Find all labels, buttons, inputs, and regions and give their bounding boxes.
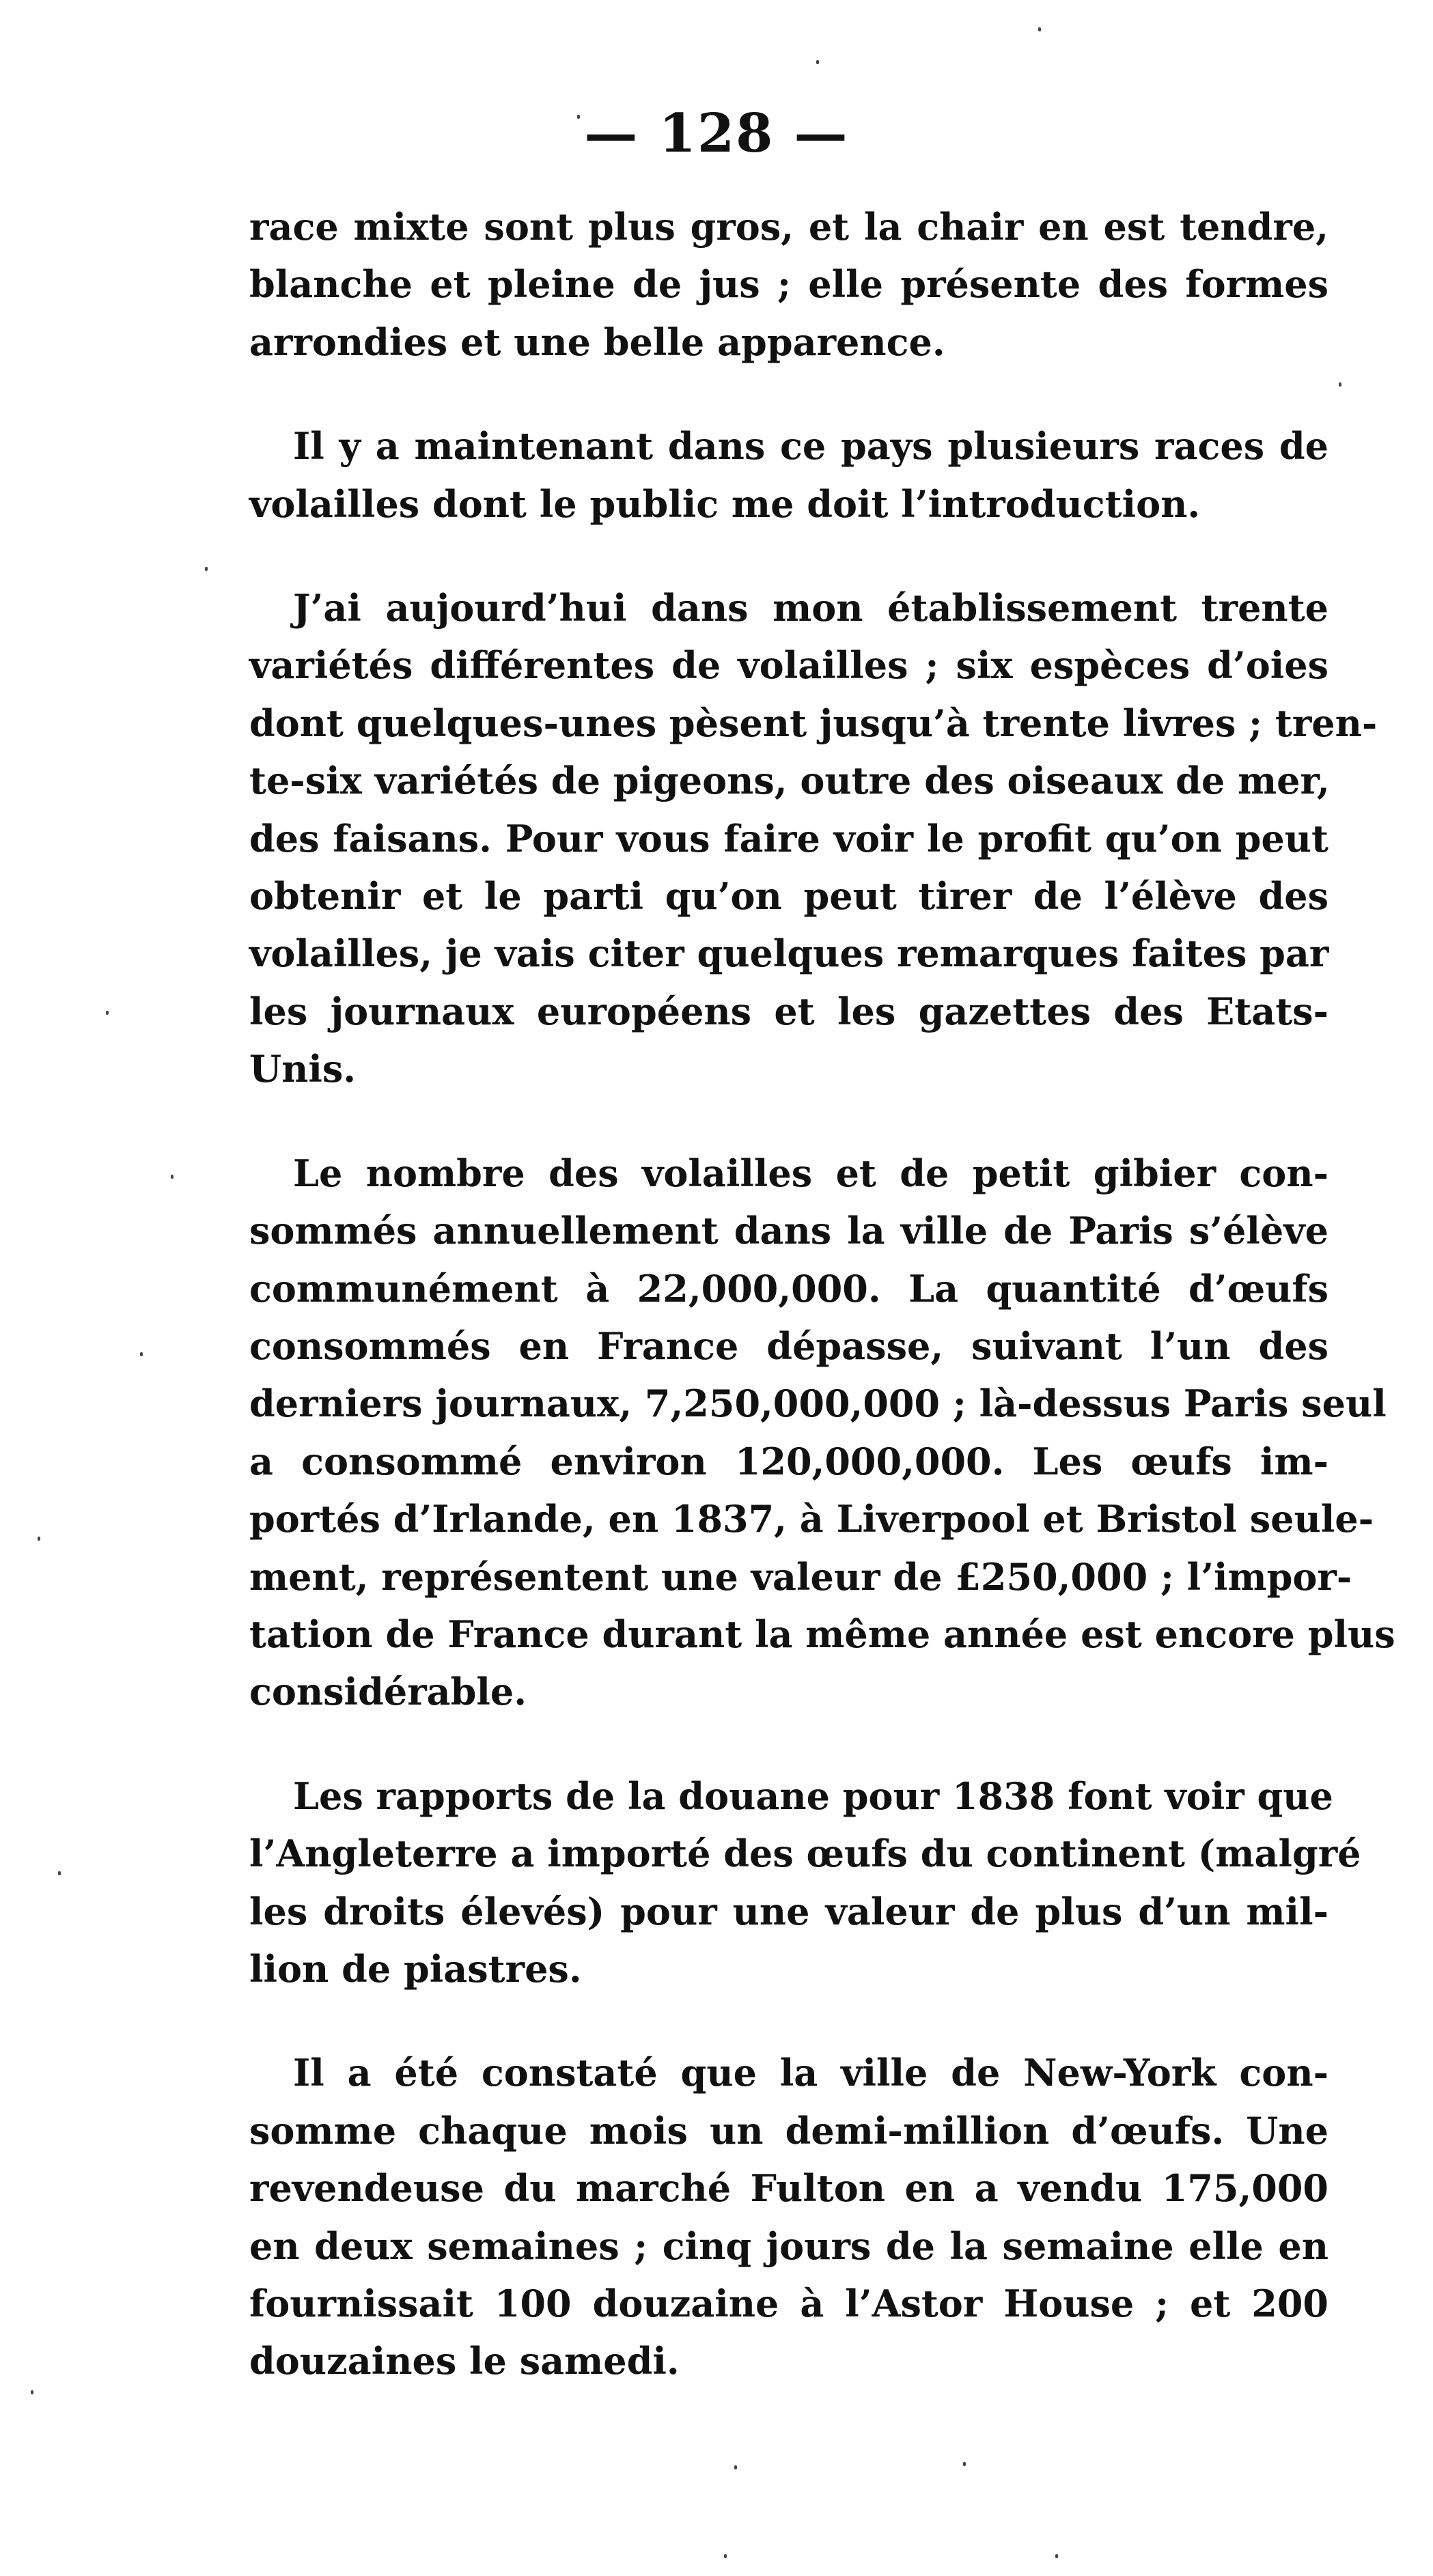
text-line: fournissait 100 douzaine à l’Astor House ; et 200 bbox=[249, 2282, 1328, 2325]
paragraph bbox=[249, 1767, 1361, 1998]
text-line: arrondies et une belle apparence. bbox=[249, 320, 945, 364]
scan-speck bbox=[38, 1537, 40, 1541]
text-line: volailles, je vais citer quelques remarques faites par bbox=[249, 932, 1329, 976]
scan-speck bbox=[816, 60, 819, 64]
text-line: tation de France durant la même année est encore plus bbox=[249, 1612, 1395, 1656]
scan-speck bbox=[577, 115, 580, 119]
text-line: douzaines le samedi. bbox=[249, 2339, 680, 2383]
body-text bbox=[249, 198, 1395, 2437]
text-line: derniers journaux, 7,250,000,000 ; là-dessus Paris seul bbox=[249, 1382, 1387, 1426]
text-line: J’ai aujourd’hui dans mon établissement trente bbox=[293, 586, 1328, 630]
paragraph bbox=[249, 579, 1378, 1098]
paragraph bbox=[249, 1145, 1395, 1721]
paragraph bbox=[249, 198, 1328, 371]
scan-speck bbox=[963, 2462, 966, 2466]
page-number: — 128 — bbox=[584, 102, 849, 165]
scan-speck bbox=[58, 1871, 61, 1875]
scan-speck bbox=[1339, 382, 1341, 387]
text-line: les droits élevés) pour une valeur de plus d’un mil- bbox=[249, 1889, 1328, 1933]
text-line: des faisans. Pour vous faire voir le profit qu’on peut bbox=[249, 816, 1328, 860]
text-line: en deux semaines ; cinq jours de la semaine elle en bbox=[249, 2224, 1328, 2268]
text-line: Les rapports de la douane pour 1838 font voir que bbox=[293, 1774, 1333, 1818]
text-line: Il a été constaté que la ville de New-York con- bbox=[293, 2051, 1328, 2095]
text-line: Il y a maintenant dans ce pays plusieurs races de bbox=[293, 424, 1328, 468]
text-line: somme chaque mois un demi-million d’œufs. Une bbox=[249, 2108, 1328, 2153]
text-line: race mixte sont plus gros, et la chair en est tendre, bbox=[249, 205, 1328, 249]
text-line: Le nombre des volailles et de petit gibier con- bbox=[293, 1151, 1328, 1195]
scan-speck bbox=[734, 2465, 737, 2469]
text-line: volailles dont le public me doit l’introduction. bbox=[249, 481, 1201, 526]
scan-speck bbox=[171, 1175, 173, 1179]
text-line: l’Angleterre a importé des œufs du continent (malgré bbox=[249, 1832, 1361, 1876]
scan-speck bbox=[205, 567, 208, 571]
text-line: blanche et pleine de jus ; elle présente des formes bbox=[249, 262, 1328, 307]
text-line: revendeuse du marché Fulton en a vendu 175,000 bbox=[249, 2166, 1328, 2211]
text-line: Unis. bbox=[249, 1047, 357, 1091]
text-line: obtenir et le parti qu’on peut tirer de l’élève des bbox=[249, 874, 1328, 919]
text-line: communément à 22,000,000. La quantité d’œufs bbox=[249, 1266, 1328, 1311]
scan-speck bbox=[31, 2390, 33, 2394]
text-line: te-six variétés de pigeons, outre des oiseaux de mer, bbox=[249, 759, 1330, 803]
scan-speck bbox=[106, 1011, 109, 1015]
scan-speck bbox=[140, 1352, 143, 1356]
text-line: variétés différentes de volailles ; six espèces d’oies bbox=[249, 643, 1328, 688]
text-line: sommés annuellement dans la ville de Paris s’élève bbox=[249, 1209, 1328, 1253]
text-line: dont quelques-unes pèsent jusqu’à trente livres ; tren- bbox=[249, 701, 1378, 745]
scan-speck bbox=[1038, 27, 1041, 31]
text-line: a consommé environ 120,000,000. Les œufs im- bbox=[249, 1439, 1328, 1483]
text-line: les journaux européens et les gazettes des Etats- bbox=[249, 989, 1328, 1033]
text-line: lion de piastres. bbox=[249, 1946, 582, 1991]
text-line: considérable. bbox=[249, 1670, 527, 1714]
paragraph bbox=[249, 417, 1328, 533]
text-line: portés d’Irlande, en 1837, à Liverpool et Bristol seule- bbox=[249, 1497, 1374, 1541]
text-line: consommés en France dépasse, suivant l’un des bbox=[249, 1324, 1328, 1368]
scan-speck bbox=[724, 2554, 727, 2558]
text-line: ment, représentent une valeur de £250,000 ; l’impor- bbox=[249, 1554, 1352, 1599]
paragraph bbox=[249, 2044, 1328, 2390]
scan-speck bbox=[1055, 2554, 1058, 2558]
